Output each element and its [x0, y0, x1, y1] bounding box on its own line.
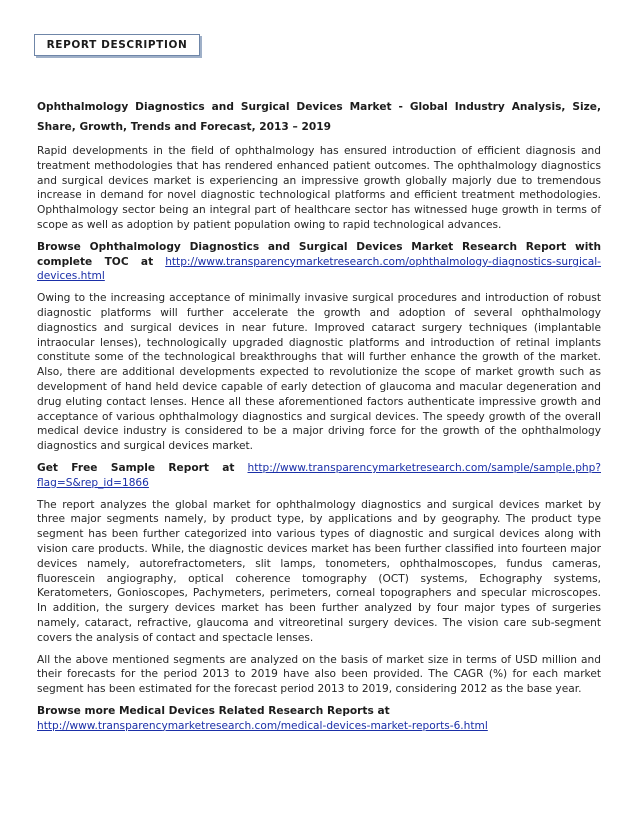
sample-report-link[interactable]: http://www.transparencymarketresearch.com/sample/sample.php?flag=S&rep_id=1866	[37, 461, 601, 489]
drivers-paragraph: Owing to the increasing acceptance of minimally invasive surgical procedures and introduction of robust diagnostic platforms will further accelerate the growth and adoption of several ophthalmology diagnostics and surgical devices in near future. Improved cataract surgery techniques (implantable intraocular lenses), technologically upgraded diagnostic platforms and introduction of retinal implants constitute some of the technological breakthroughs that will further enhance the growth of the market. Also, there are additional developments expected to revolutionize the scope of market growth such as development of hand held device capable of early detection of glaucoma and macular degeneration and drug eluting contact lenses. Hence all these aforementioned factors authenticate impressive growth and acceptance of various ophthalmology diagnostics and surgical devices. The speedy growth of the overall medical device industry is considered to be a major driving force for the growth of the ophthalmology diagnostics and surgical devices market.	[37, 292, 601, 453]
more-reports-paragraph	[37, 704, 601, 734]
sample-report-paragraph	[37, 461, 601, 491]
report-body	[37, 97, 601, 737]
report-description-label: REPORT DESCRIPTION	[46, 39, 188, 51]
browse-toc-link[interactable]: http://www.transparencymarketresearch.com/ophthalmology-diagnostics-surgical-devices.html	[37, 255, 602, 283]
more-reports-link[interactable]: http://www.transparencymarketresearch.com/medical-devices-market-reports-6.html	[37, 719, 488, 732]
sample-report-label: Get Free Sample Report at	[37, 461, 235, 474]
intro-paragraph: Rapid developments in the field of ophthalmology has ensured introduction of efficient diagnosis and treatment methodologies that has rendered enhanced patient outcomes. The ophthalmology diagnostics and surgical devices market is experiencing an impressive growth globally majorly due to tremendous increase in demand for novel diagnostic technological platforms and efficient treatment methodologies. Ophthalmology sector being an integral part of healthcare sector has witnessed huge growth in terms of scope as well as adoption by patient population owing to rapid technological advances.	[37, 145, 601, 231]
segments-paragraph: The report analyzes the global market for ophthalmology diagnostics and surgical devices market by three major segments namely, by product type, by applications and by geography. The product type segment has been further categorized into various types of diagnostic and surgical devices along with vision care products. While, the diagnostic devices market has been further classified into fourteen major devices namely, autorefractometers, slit lamps, tonometers, ophthalmoscopes, fundus cameras, fluorescein angiography, optical coherence tomography (OCT) systems, Echography systems, Keratometers, Gonioscopes, Pachymeters, perimeters, corneal topographers and specular microscopes. In addition, the surgery devices market has been further analyzed by four major types of surgeries namely, cataract, refractive, glaucoma and vitreoretinal surgery devices. The vision care sub-segment covers the analysis of contact and spectacle lenses.	[37, 498, 601, 644]
report-description-header	[34, 34, 200, 56]
more-reports-label: Browse more Medical Devices Related Research Reports at	[37, 704, 390, 717]
report-title: Ophthalmology Diagnostics and Surgical Devices Market - Global Industry Analysis, Size, Share, Growth, Trends and Forecast, 2013 – 2019	[37, 101, 601, 133]
analysis-paragraph: All the above mentioned segments are analyzed on the basis of market size in terms of USD million and their forecasts for the period 2013 to 2019 have also been provided. The CAGR (%) for each market segment has been estimated for the forecast period 2013 to 2019, considering 2012 as the base year.	[37, 653, 601, 696]
browse-toc-label: Browse Ophthalmology Diagnostics and Surgical Devices Market Research Report with complete TOC at	[37, 240, 601, 268]
browse-toc-paragraph	[37, 240, 601, 284]
